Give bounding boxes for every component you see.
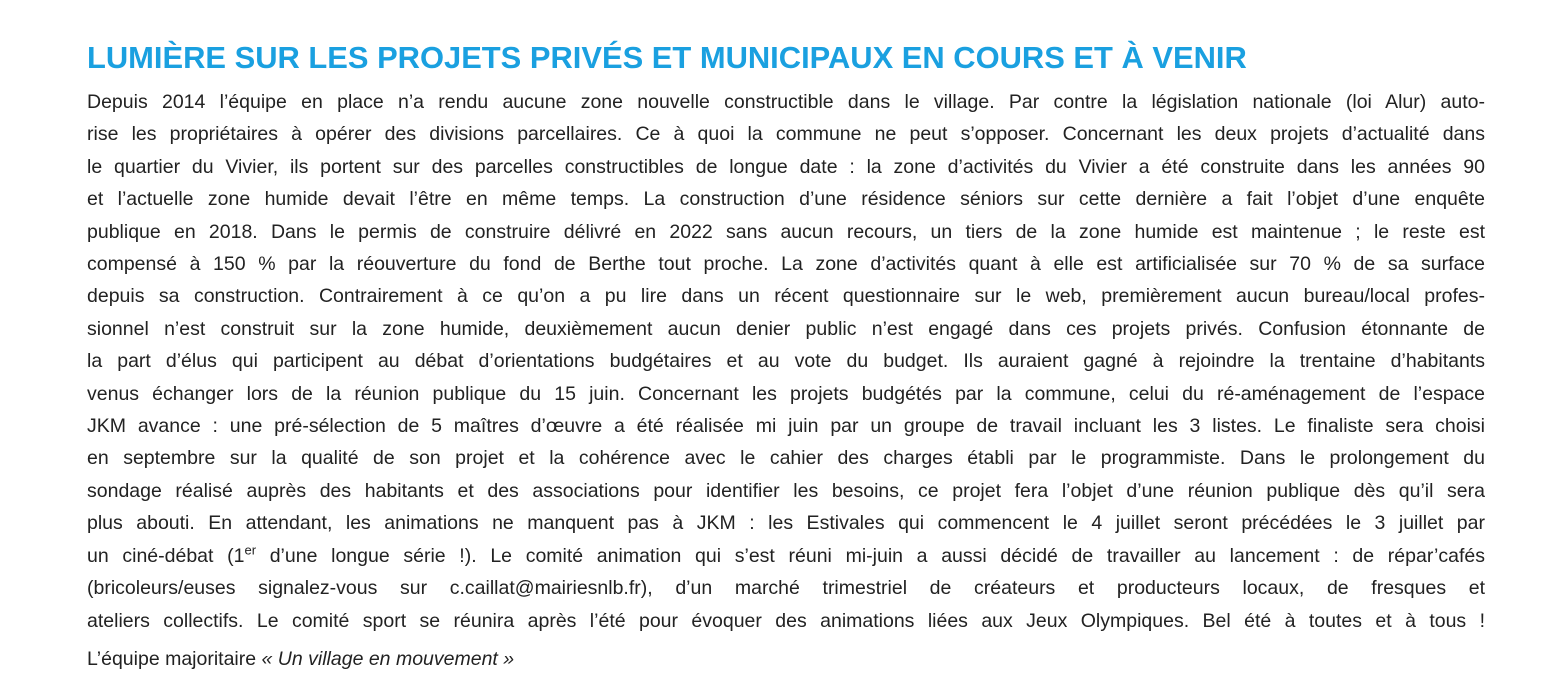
body-line: et l’actuelle zone humide devait l’être en même temps. La construction d’une résidence séniors sur cette dernière a fait l’objet d’une enquête [87,188,1485,211]
body-line: JKM avance : une pré-sélection de 5 maîtres d’œuvre a été réalisée mi juin par un groupe de travail incluant les 3 listes. Le finaliste sera choisi [87,415,1485,438]
body-line: publique en 2018. Dans le permis de construire délivré en 2022 sans aucun recours, un tiers de la zone humide est maintenue ; le reste est [87,220,1485,243]
body-line: sondage réalisé auprès des habitants et des associations pour identifier les besoins, ce projet fera l’objet d’une réunion publique dès qu’il sera [87,479,1485,502]
ordinal-superscript: er [244,542,257,558]
signature [87,643,1485,675]
body-line-with-superscript [87,540,1485,572]
body-line: compensé à 150 % par la réouverture du fond de Berthe tout proche. La zone d’activités quant à elle est artificialisée sur 70 % de sa surface [87,253,1485,276]
body-line-text-with-email: (bricoleurs/euses signalez-vous sur c.caillat@mairiesnlb.fr), d’un marché trimestriel de créateurs et producteurs locaux, de fresques et [87,577,1485,600]
signature-author: L’équipe majoritaire [87,647,262,670]
body-line: rise les propriétaires à opérer des divisions parcellaires. Ce à quoi la commune ne peut s’opposer. Concernant les deux projets d’actualité dans [87,123,1485,146]
body-line: en septembre sur la qualité de son projet et la cohérence avec le cahier des charges établi par le programmiste. Dans le prolongement du [87,447,1485,470]
body-line: plus abouti. En attendant, les animations ne manquent pas à JKM : les Estivales qui commencent le 4 juillet seront précédées le 3 juillet par [87,512,1485,535]
body-line: sionnel n’est construit sur la zone humide, deuxièmement aucun denier public n’est engagé dans ces projets privés. Confusion étonnante de [87,317,1485,340]
body-line: la part d’élus qui participent au débat d’orientations budgétaires et au vote du budget. Ils auraient gagné à rejoindre la trentaine d’habitants [87,350,1485,373]
article-body [87,86,1485,637]
body-line [87,572,1485,604]
body-line: le quartier du Vivier, ils portent sur des parcelles constructibles de longue date : la zone d’activités du Vivier a été construite dans les années 90 [87,155,1485,178]
article-title: LUMIÈRE SUR LES PROJETS PRIVÉS ET MUNICIPAUX EN COURS ET À VENIR [87,40,1247,75]
body-line: depuis sa construction. Contrairement à ce qu’on a pu lire dans un récent questionnaire sur le web, premièrement aucun bureau/local profes- [87,285,1485,308]
body-line: venus échanger lors de la réunion publique du 15 juin. Concernant les projets budgétés par la commune, celui du ré-aménagement de l’espace [87,382,1485,405]
article [87,36,1485,675]
body-line: Depuis 2014 l’équipe en place n’a rendu aucune zone nouvelle constructible dans le village. Par contre la législation nationale (loi Alur) auto- [87,91,1485,113]
signature-motto: « Un village en mouvement » [261,647,515,670]
body-line-part: d’une longue série !). Le comité animation qui s’est réuni mi-juin a aussi décidé de travailler au lancement : de répar’cafés [256,544,1485,567]
body-line-part: un ciné-débat (1 [87,544,245,567]
body-line: ateliers collectifs. Le comité sport se réunira après l’été pour évoquer des animations liées aux Jeux Olympiques. Bel été à toutes et à tous ! [87,609,1485,632]
